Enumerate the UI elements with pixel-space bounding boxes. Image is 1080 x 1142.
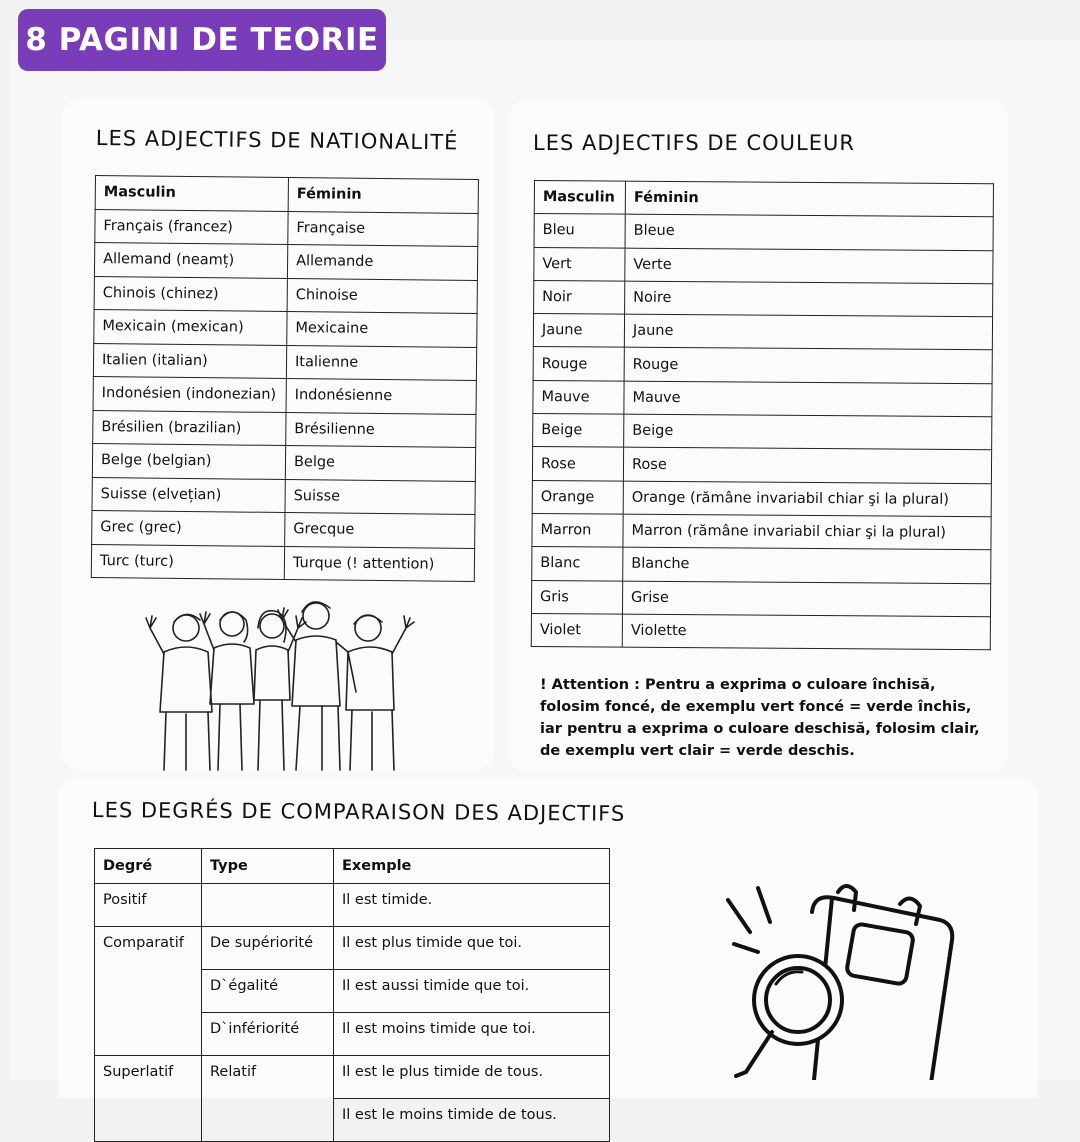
- degree-cell: Positif: [95, 884, 202, 927]
- table-row: [534, 280, 993, 317]
- table-row: [532, 480, 991, 517]
- table-row: [94, 276, 477, 314]
- feminin-cell: Rose: [623, 448, 991, 484]
- column-header-feminin: Féminin: [625, 181, 993, 217]
- table-row: [93, 376, 476, 414]
- colour-table: [531, 180, 994, 650]
- masculin-cell: Allemand (neamț): [94, 243, 287, 279]
- type-cell: Relatif: [202, 1056, 334, 1142]
- feminin-cell: Violette: [622, 614, 990, 650]
- feminin-cell: Suisse: [285, 479, 475, 514]
- table-row: [532, 513, 991, 550]
- feminin-cell: Grise: [622, 581, 990, 617]
- table-row: [534, 247, 993, 284]
- table-row: [532, 547, 991, 584]
- example-cell: Il est le plus timide de tous.: [334, 1056, 610, 1099]
- table-row: [91, 544, 474, 582]
- feminin-cell: Verte: [625, 248, 993, 284]
- table-header-row: [95, 176, 478, 214]
- nationality-table: [91, 175, 479, 582]
- table-row: [534, 214, 993, 251]
- feminin-cell: Chinoise: [287, 278, 477, 313]
- feminin-cell: Française: [288, 211, 478, 246]
- column-header-type: Type: [202, 849, 334, 884]
- column-header-feminin: Féminin: [288, 178, 478, 213]
- feminin-cell: Noire: [625, 281, 993, 317]
- example-cell: Il est moins timide que toi.: [334, 1013, 610, 1056]
- example-cell: Il est aussi timide que toi.: [334, 970, 610, 1013]
- masculin-cell: Vert: [534, 247, 625, 281]
- masculin-cell: Indonésien (indonezian): [93, 376, 286, 412]
- table-row: [532, 447, 991, 484]
- table-row: [533, 380, 992, 417]
- masculin-cell: Beige: [533, 414, 624, 448]
- example-cell: Il est plus timide que toi.: [334, 927, 610, 970]
- table-row: [533, 347, 992, 384]
- masculin-cell: Violet: [531, 613, 622, 647]
- masculin-cell: Gris: [531, 580, 622, 614]
- feminin-cell: Allemande: [287, 245, 477, 280]
- feminin-cell: Jaune: [624, 314, 992, 350]
- masculin-cell: Jaune: [533, 314, 624, 348]
- masculin-cell: Belge (belgian): [92, 443, 285, 479]
- feminin-cell: Turque (! attention): [284, 546, 474, 581]
- table-row: [95, 927, 610, 970]
- masculin-cell: Marron: [532, 513, 623, 547]
- masculin-cell: Rouge: [533, 347, 624, 381]
- feminin-cell: Marron (rămâne invariabil chiar şi la plural): [623, 514, 991, 550]
- type-cell: D`égalité: [202, 970, 334, 1013]
- comparison-table: [94, 848, 610, 1142]
- colour-title: LES ADJECTIFS DE COULEUR: [533, 131, 855, 155]
- masculin-cell: Chinois (chinez): [94, 276, 287, 312]
- table-row: [531, 613, 990, 650]
- table-row: [94, 243, 477, 281]
- column-header-degre: Degré: [95, 849, 202, 884]
- feminin-cell: Blanche: [623, 547, 991, 583]
- masculin-cell: Suisse (elvețian): [92, 477, 285, 513]
- masculin-cell: Grec (grec): [92, 510, 285, 546]
- masculin-cell: Mauve: [533, 380, 624, 414]
- feminin-cell: Mexicaine: [287, 312, 477, 347]
- table-row: [92, 477, 475, 515]
- pages-badge: 8 PAGINI DE TEORIE: [18, 9, 386, 71]
- table-row: [95, 209, 478, 247]
- feminin-cell: Orange (rămâne invariabil chiar şi la plural): [623, 481, 991, 517]
- table-row: [533, 414, 992, 451]
- table-row: [94, 309, 477, 347]
- feminin-cell: Mauve: [624, 381, 992, 417]
- degree-cell: Superlatif: [95, 1056, 202, 1142]
- column-header-masculin: Masculin: [534, 181, 625, 215]
- feminin-cell: Italienne: [286, 345, 476, 380]
- column-header-exemple: Exemple: [334, 849, 610, 884]
- table-row: [533, 314, 992, 351]
- type-cell: D`infériorité: [202, 1013, 334, 1056]
- table-row: [93, 410, 476, 448]
- notebook-with-magnifying-glass-illustration: [720, 884, 960, 1080]
- feminin-cell: Brésilienne: [286, 412, 476, 447]
- feminin-cell: Rouge: [624, 348, 992, 384]
- table-header-row: [95, 849, 610, 884]
- table-row: [531, 580, 990, 617]
- degree-cell: Comparatif: [95, 927, 202, 1056]
- comparison-title: LES DEGRÉS DE COMPARAISON DES ADJECTIFS: [91, 798, 626, 826]
- nationality-title: LES ADJECTIFS DE NATIONALITÉ: [95, 126, 459, 155]
- masculin-cell: Rose: [532, 447, 623, 481]
- masculin-cell: Italien (italian): [93, 343, 286, 379]
- masculin-cell: Bleu: [534, 214, 625, 248]
- feminin-cell: Grecque: [285, 513, 475, 548]
- table-row: [92, 443, 475, 481]
- group-of-people-waving-illustration: [136, 594, 426, 772]
- masculin-cell: Français (francez): [95, 209, 288, 245]
- attention-note: ! Attention : Pentru a exprima o culoare închisă, folosim foncé, de exemplu vert foncé = verde închis, iar pentru a exprima o culoare deschisă, folosim clair, de exemplu vert clair = verde deschis.: [540, 677, 980, 759]
- example-cell: Il est timide.: [334, 884, 610, 927]
- feminin-cell: Indonésienne: [286, 379, 476, 414]
- feminin-cell: Beige: [624, 414, 992, 450]
- masculin-cell: Blanc: [532, 547, 623, 581]
- column-header-masculin: Masculin: [95, 176, 288, 212]
- table-row: [95, 1056, 610, 1099]
- masculin-cell: Noir: [534, 280, 625, 314]
- type-cell: De supériorité: [202, 927, 334, 970]
- table-row: [93, 343, 476, 381]
- table-row: [95, 884, 610, 927]
- table-row: [92, 510, 475, 548]
- feminin-cell: Bleue: [625, 214, 993, 250]
- feminin-cell: Belge: [285, 446, 475, 481]
- masculin-cell: Orange: [532, 480, 623, 514]
- example-cell: Il est le moins timide de tous.: [334, 1099, 610, 1142]
- masculin-cell: Brésilien (brazilian): [93, 410, 286, 446]
- type-cell: [202, 884, 334, 927]
- table-header-row: [534, 181, 993, 218]
- masculin-cell: Turc (turc): [91, 544, 284, 580]
- masculin-cell: Mexicain (mexican): [94, 309, 287, 345]
